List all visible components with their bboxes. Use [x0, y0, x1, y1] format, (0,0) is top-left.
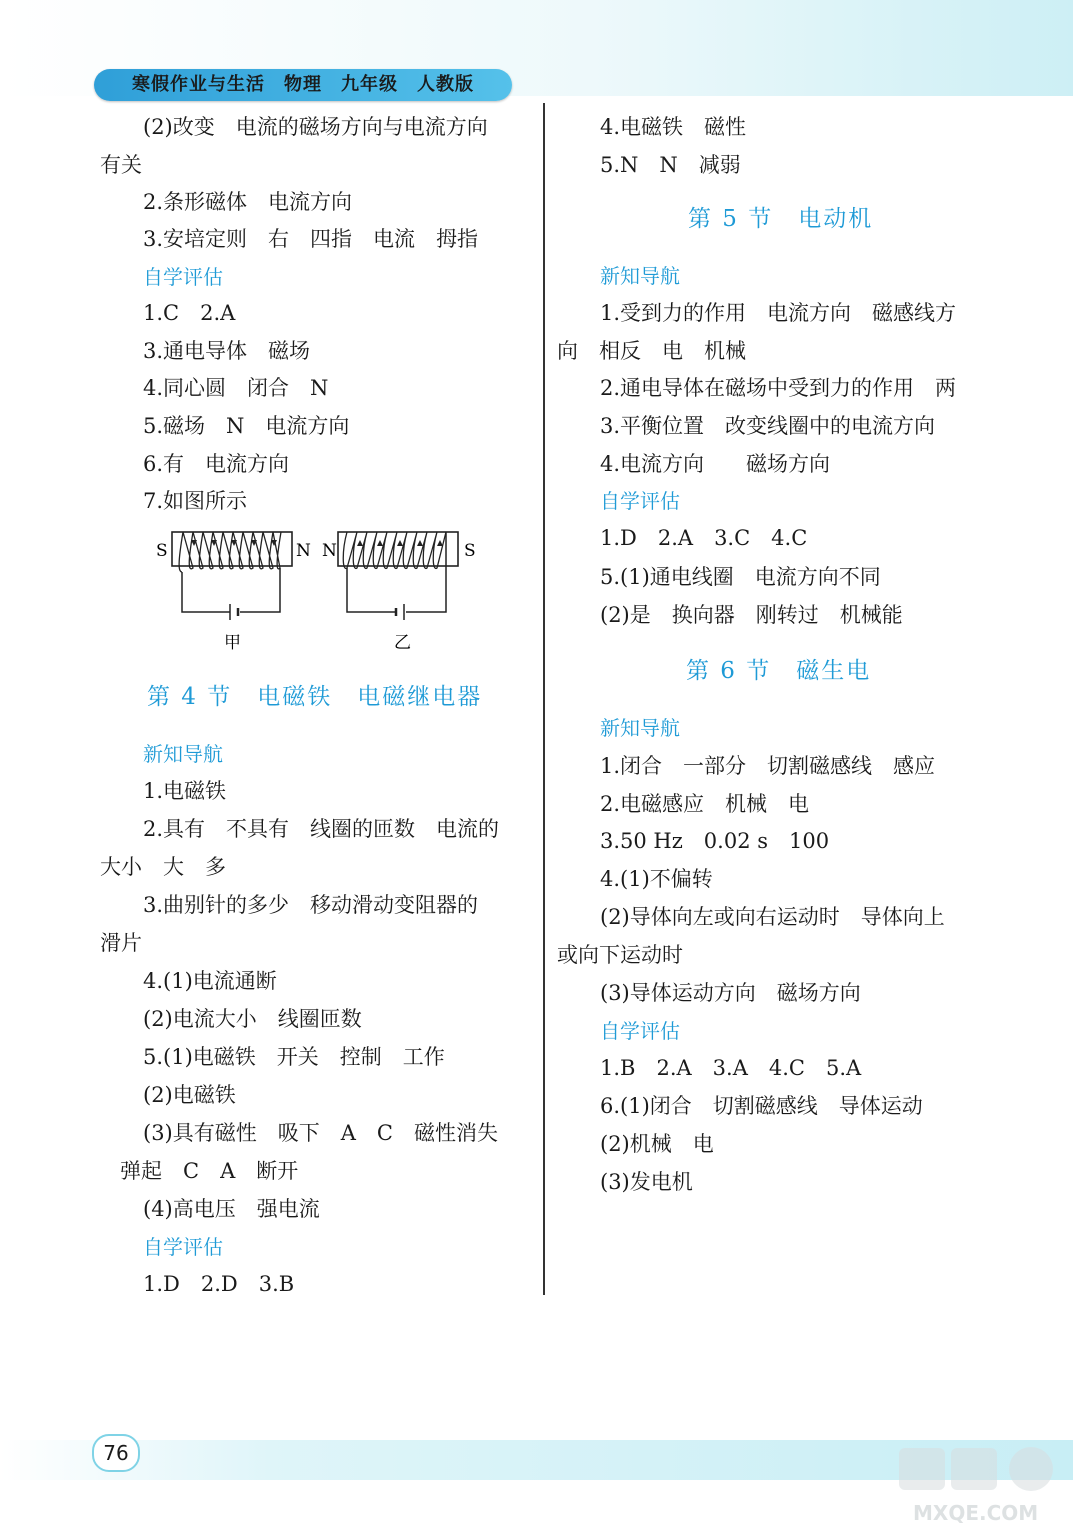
answer-line: (2)导体向左或向右运动时 导体向上 — [600, 905, 945, 929]
self-eval-label: 自学评估 — [143, 265, 223, 289]
answer-line: 4.同心圆 闭合 N — [143, 376, 329, 400]
answer-line: 4.(1)不偏转 — [600, 867, 713, 891]
answer-line: 3.平衡位置 改变线圈中的电流方向 — [600, 414, 936, 438]
answer-line: 1.电磁铁 — [143, 779, 227, 803]
answer-line: 6.有 电流方向 — [143, 452, 290, 476]
banner-title: 寒假作业与生活 物理 九年级 人教版 — [132, 74, 474, 95]
answer-line: 2.电磁感应 机械 电 — [600, 792, 810, 816]
answer-line: 1.D 2.D 3.B — [143, 1272, 295, 1296]
new-knowledge-label: 新知导航 — [600, 716, 680, 740]
answer-line: (2)是 换向器 刚转过 机械能 — [600, 603, 903, 627]
pole-label-n: N — [296, 541, 311, 561]
answer-line: 5.(1)通电线圈 电流方向不同 — [600, 565, 881, 589]
answer-line: 1.受到力的作用 电流方向 磁感线方 — [600, 301, 957, 325]
section-5-title: 第 5 节 电动机 — [688, 206, 874, 232]
answer-line: 大小 大 多 — [100, 855, 226, 879]
section-6-title: 第 6 节 磁生电 — [686, 658, 872, 684]
pole-label-n: N — [322, 541, 337, 561]
answer-line: 2.具有 不具有 线圈的匝数 电流的 — [143, 817, 500, 841]
answer-line: (2)机械 电 — [600, 1132, 714, 1156]
answer-line: 6.(1)闭合 切割磁感线 导体运动 — [600, 1094, 923, 1118]
answer-line: 2.通电导体在磁场中受到力的作用 两 — [600, 376, 957, 400]
pole-label-s: S — [464, 541, 476, 561]
section-4-title: 第 4 节 电磁铁 电磁继电器 — [147, 684, 483, 710]
answer-line: 有关 — [100, 153, 142, 177]
page-number: 76 — [92, 1434, 140, 1472]
new-knowledge-label: 新知导航 — [143, 742, 223, 766]
pole-label-s: S — [156, 541, 168, 561]
answer-line: 5.(1)电磁铁 开关 控制 工作 — [143, 1045, 445, 1069]
answer-line: 7.如图所示 — [143, 489, 248, 513]
answer-line: 4.(1)电流通断 — [143, 969, 277, 993]
answer-line: 3.50 Hz 0.02 s 100 — [600, 829, 830, 853]
answer-line: 3.安培定则 右 四指 电流 拇指 — [143, 227, 479, 251]
answer-line: (3)具有磁性 吸下 A C 磁性消失 — [143, 1121, 498, 1145]
self-eval-label: 自学评估 — [600, 1019, 680, 1043]
solenoid-diagram — [150, 520, 490, 660]
answer-line: (2)电流大小 线圈匝数 — [143, 1007, 362, 1031]
new-knowledge-label: 新知导航 — [600, 264, 680, 288]
answer-line: 或向下运动时 — [557, 943, 683, 967]
header-banner — [94, 69, 512, 101]
solenoid-yi — [338, 532, 458, 620]
caption-jia: 甲 — [224, 633, 241, 653]
answer-line: 2.条形磁体 电流方向 — [143, 190, 353, 214]
caption-yi: 乙 — [394, 633, 411, 653]
answer-line: 5.磁场 N 电流方向 — [143, 414, 350, 438]
answer-line: 3.通电导体 磁场 — [143, 339, 311, 363]
answer-line: 4.电磁铁 磁性 — [600, 115, 747, 139]
answer-line: 1.闭合 一部分 切割磁感线 感应 — [600, 754, 936, 778]
self-eval-label: 自学评估 — [600, 489, 680, 513]
answer-line: 弹起 C A 断开 — [120, 1159, 299, 1183]
answer-line: 1.B 2.A 3.A 4.C 5.A — [600, 1056, 862, 1080]
answer-line: 1.C 2.A — [143, 301, 236, 325]
self-eval-label: 自学评估 — [143, 1235, 223, 1259]
answer-line: (2)改变 电流的磁场方向与电流方向 — [143, 115, 488, 139]
column-divider — [543, 103, 545, 1295]
answer-line: (2)电磁铁 — [143, 1083, 236, 1107]
answer-line: 3.曲别针的多少 移动滑动变阻器的 — [143, 893, 479, 917]
answer-line: 5.N N 减弱 — [600, 153, 741, 177]
answer-line: (3)导体运动方向 磁场方向 — [600, 981, 861, 1005]
answer-line: (4)高电压 强电流 — [143, 1197, 320, 1221]
answer-line: 滑片 — [100, 931, 142, 955]
answer-line: 1.D 2.A 3.C 4.C — [600, 526, 808, 550]
answer-line: 向 相反 电 机械 — [557, 339, 746, 363]
watermark-logo — [895, 1444, 1065, 1530]
watermark-text: MXQE.COM — [913, 1501, 1039, 1525]
answer-line: (3)发电机 — [600, 1170, 693, 1194]
answer-line: 4.电流方向 磁场方向 — [600, 452, 831, 476]
solenoid-jia — [172, 532, 292, 620]
